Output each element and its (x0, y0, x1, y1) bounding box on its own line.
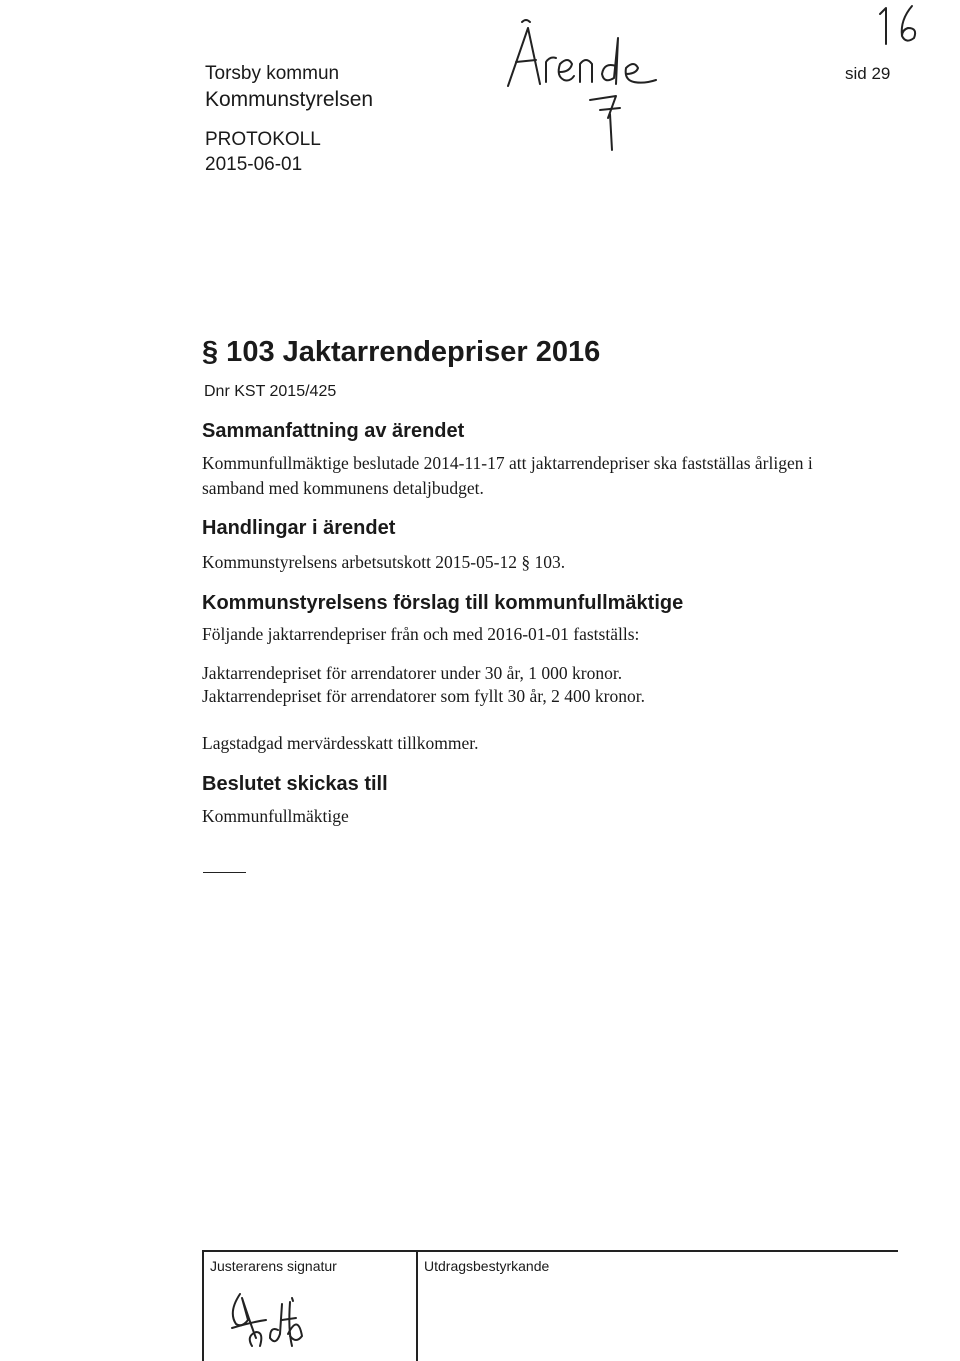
separator-line (203, 872, 246, 873)
extract-certification-label: Utdragsbestyrkande (424, 1258, 550, 1274)
adjuster-signature-label: Justerarens signatur (210, 1258, 337, 1274)
summary-line-1: Kommunfullmäktige beslutade 2014-11-17 att jaktarrendepriser ska fastställas årligen i (202, 453, 813, 473)
summary-line-2: samband med kommunens detaljbudget. (202, 478, 484, 498)
price-over-30: Jaktarrendepriset för arrendatorer som fyllt 30 år, 2 400 kronor. (202, 686, 645, 706)
page-number: sid 29 (845, 64, 891, 83)
section-title: § 103 Jaktarrendepriser 2016 (202, 336, 601, 368)
handwritten-arende-annotation (500, 18, 680, 178)
documents-text: Kommunstyrelsens arbetsutskott 2015-05-12 § 103. (202, 552, 566, 572)
summary-heading: Sammanfattning av ärendet (202, 420, 465, 442)
case-number: Dnr KST 2015/425 (204, 383, 337, 400)
sent-to-recipient: Kommunfullmäktige (202, 806, 349, 826)
signature-column-divider (202, 1252, 204, 1361)
handwritten-signature (222, 1284, 322, 1354)
board-name: Kommunstyrelsen (205, 88, 374, 111)
signature-box (202, 1250, 898, 1361)
handwritten-page-number (872, 4, 942, 54)
price-under-30: Jaktarrendepriset för arrendatorer under 30 år, 1 000 kronor. (202, 663, 623, 683)
municipality-name: Torsby kommun (205, 63, 340, 84)
proposal-intro: Följande jaktarrendepriser från och med 2016-01-01 fastställs: (202, 624, 640, 644)
document-type: PROTOKOLL (205, 129, 321, 150)
vat-note: Lagstadgad mervärdesskatt tillkommer. (202, 733, 479, 753)
document-date: 2015-06-01 (205, 154, 303, 175)
documents-heading: Handlingar i ärendet (202, 517, 396, 539)
signature-column-divider (416, 1252, 418, 1361)
proposal-heading: Kommunstyrelsens förslag till kommunfullmäktige (202, 592, 684, 614)
sent-to-heading: Beslutet skickas till (202, 773, 388, 795)
